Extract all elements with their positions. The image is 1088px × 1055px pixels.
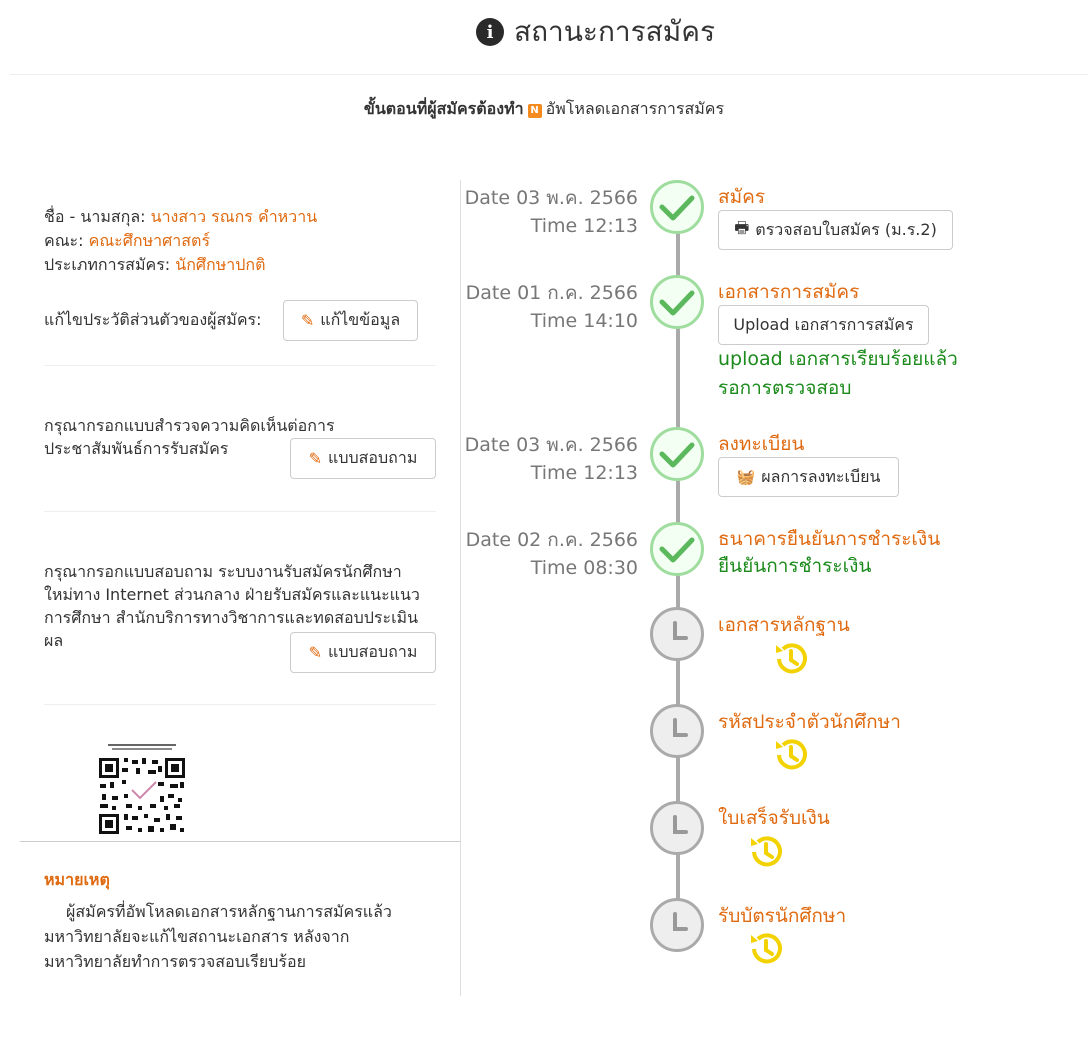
timeline-time: Time 08:30 — [530, 557, 638, 579]
timeline-date: Date 03 พ.ค. 2566 — [464, 187, 638, 209]
edit-profile-text: แก้ไขประวัติส่วนตัวของผู้สมัคร: — [44, 310, 262, 329]
survey2-button-label: แบบสอบถาม — [328, 642, 418, 661]
history-icon — [771, 639, 811, 679]
survey1-text-line: ประชาสัมพันธ์การรับสมัคร — [44, 439, 229, 458]
clock-icon — [653, 901, 701, 949]
timeline-step2-title: เอกสารการสมัคร — [718, 281, 860, 303]
timeline-date: Date 02 ก.ค. 2566 — [465, 529, 638, 551]
survey1-button-label: แบบสอบถาม — [328, 448, 418, 467]
new-badge-icon: N — [528, 104, 542, 118]
registration-result-label: ผลการลงทะเบียน — [761, 466, 881, 486]
step-value: อัพโหลดเอกสารการสมัคร — [545, 99, 725, 118]
qr-code-image — [98, 744, 186, 836]
note-line: ผู้สมัครที่อัพโหลดเอกสารหลักฐานการสมัครแล้ว — [66, 902, 392, 921]
timeline-step3-datetime — [448, 431, 638, 487]
view-application-label: ตรวจสอบใบสมัคร (ม.ร.2) — [755, 219, 937, 239]
check-icon — [653, 430, 701, 478]
upload-documents-button[interactable] — [718, 305, 929, 345]
survey2-text-line: การศึกษา สำนักบริการทางวิชาการและทดสอบประเมิน — [44, 608, 419, 627]
timeline-time: Time 14:10 — [530, 310, 638, 332]
timeline-step2-datetime — [448, 279, 638, 335]
note-title: หมายเหตุ — [44, 870, 110, 889]
timeline-time: Time 12:13 — [530, 215, 638, 237]
note-line: มหาวิทยาลัยจะแก้ไขสถานะเอกสาร หลังจาก — [44, 927, 350, 946]
clock-circle-icon — [650, 704, 704, 758]
separator — [44, 365, 436, 366]
survey2-button[interactable] — [290, 632, 436, 673]
history-icon — [746, 832, 786, 872]
timeline-step1-datetime — [448, 184, 638, 240]
basket-icon: 🧺 — [736, 468, 756, 486]
step-label: ขั้นตอนที่ผู้สมัครต้องทำ — [363, 99, 524, 118]
separator — [44, 511, 436, 512]
clock-circle-icon — [650, 898, 704, 952]
page-title-wrap — [476, 14, 715, 50]
check-icon — [653, 525, 701, 573]
clock-icon — [653, 804, 701, 852]
clock-icon — [653, 707, 701, 755]
edit-profile-button[interactable] — [283, 300, 418, 341]
name-value: นางสาว รณกร คำหวาน — [150, 207, 318, 226]
note-body — [44, 899, 424, 974]
timeline-step8-title: รับบัตรนักศึกษา — [718, 905, 847, 927]
timeline-step6-title: รหัสประจำตัวนักศึกษา — [718, 711, 901, 733]
edit-profile-button-label: แก้ไขข้อมูล — [320, 310, 401, 329]
timeline-step5-title: เอกสารหลักฐาน — [718, 614, 850, 636]
status-line: รอการตรวจสอบ — [718, 377, 852, 399]
timeline-step1-title: สมัคร — [718, 186, 766, 208]
timeline-date: Date 03 พ.ค. 2566 — [464, 434, 638, 456]
clock-icon — [653, 610, 701, 658]
timeline-step7-title: ใบเสร็จรับเงิน — [718, 807, 830, 829]
check-icon — [653, 278, 701, 326]
type-label: ประเภทการสมัคร: — [44, 255, 171, 274]
survey1-text-line: กรุณากรอกแบบสำรวจความคิดเห็นต่อการ — [44, 416, 335, 435]
history-icon — [746, 929, 786, 969]
type-value: นักศึกษาปกติ — [175, 255, 266, 274]
check-circle-icon — [650, 180, 704, 234]
timeline-step2-status — [718, 345, 958, 403]
status-line: upload เอกสารเรียบร้อยแล้ว — [718, 348, 958, 370]
survey1-button[interactable] — [290, 438, 436, 479]
applicant-profile — [44, 205, 317, 277]
survey2-text-line: กรุณากรอกแบบสอบถาม ระบบงานรับสมัครนักศึกษา — [44, 562, 402, 581]
history-icon — [771, 735, 811, 775]
timeline-time: Time 12:13 — [530, 462, 638, 484]
header-divider — [10, 74, 1088, 75]
timeline-step4-title: ธนาคารยืนยันการชำระเงิน — [718, 528, 941, 550]
current-step — [0, 97, 1088, 122]
name-label: ชื่อ - นามสกุล: — [44, 207, 146, 226]
check-circle-icon — [650, 427, 704, 481]
faculty-value: คณะศึกษาศาสตร์ — [88, 231, 211, 250]
timeline-date: Date 01 ก.ค. 2566 — [465, 282, 638, 304]
edit-icon: ✎ — [308, 643, 323, 662]
page-title: สถานะการสมัคร — [514, 15, 715, 48]
clock-circle-icon — [650, 801, 704, 855]
note-line: มหาวิทยาลัยทำการตรวจสอบเรียบร้อย — [44, 952, 306, 971]
section-divider — [20, 841, 460, 842]
timeline-step3-title: ลงทะเบียน — [718, 433, 805, 455]
check-circle-icon — [650, 522, 704, 576]
separator — [44, 704, 436, 705]
timeline-step4-status: ยืนยันการชำระเงิน — [718, 555, 872, 577]
check-circle-icon — [650, 275, 704, 329]
survey2-text-line: ผล — [44, 631, 64, 650]
faculty-label: คณะ: — [44, 231, 84, 250]
view-application-button[interactable] — [718, 210, 953, 250]
edit-icon: ✎ — [300, 311, 315, 330]
registration-result-button[interactable] — [718, 457, 899, 497]
info-icon: i — [476, 18, 504, 46]
edit-icon: ✎ — [308, 449, 323, 468]
timeline-step4-datetime — [448, 526, 638, 582]
survey2-text-line: ใหม่ทาง Internet ส่วนกลาง ฝ่ายรับสมัครและแนะแนว — [44, 585, 420, 604]
clock-circle-icon — [650, 607, 704, 661]
upload-documents-label: Upload เอกสารการสมัคร — [733, 314, 914, 334]
printer-icon: 🖶 — [734, 217, 750, 237]
check-icon — [653, 183, 701, 231]
